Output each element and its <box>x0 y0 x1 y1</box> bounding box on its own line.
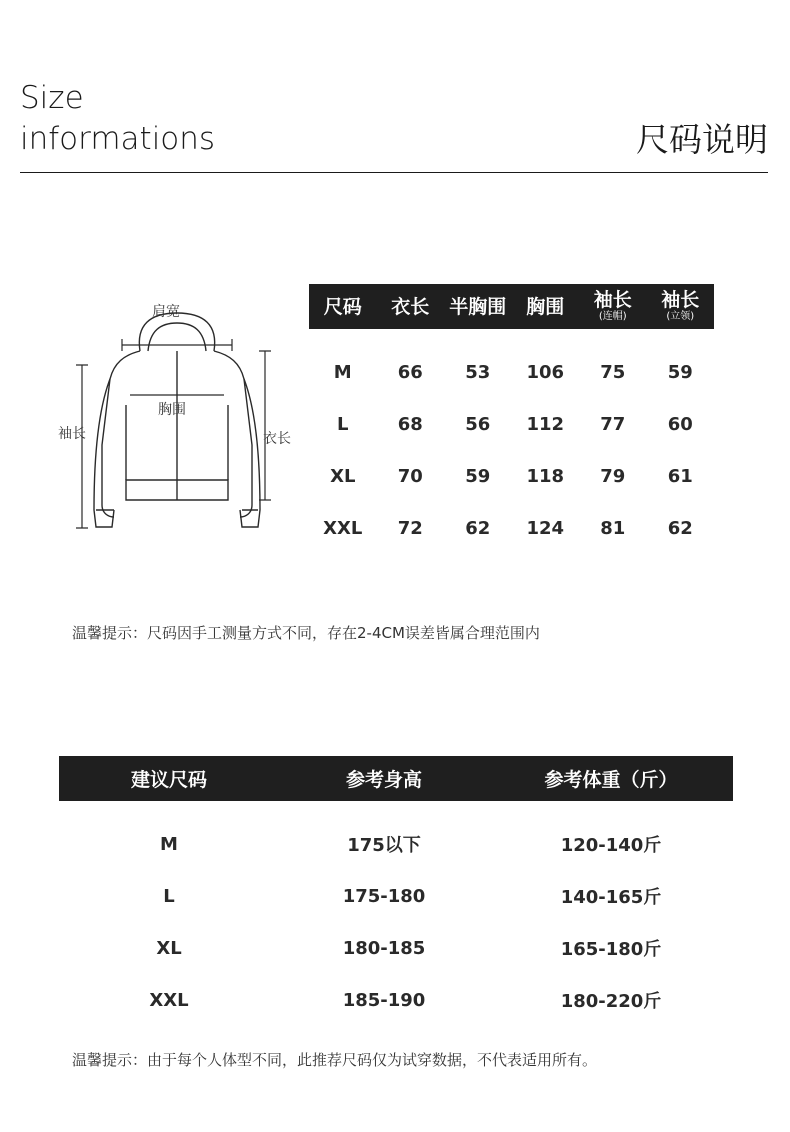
cell-size: XXL <box>323 517 363 539</box>
table-row <box>309 346 714 398</box>
cell-sleeve-standcollar: 61 <box>667 465 693 487</box>
table-row <box>59 818 733 870</box>
sleeve-length-label: 袖长 <box>58 426 86 442</box>
header-size: 尺码 <box>323 295 362 318</box>
table-row <box>309 450 714 502</box>
size-table <box>309 284 714 554</box>
cell-length: 70 <box>397 465 423 487</box>
cell-weight: 180-220斤 <box>560 991 662 1012</box>
header-length: 衣长 <box>391 295 430 318</box>
cell-sleeve-hooded: 79 <box>600 465 626 487</box>
table-row <box>59 922 733 974</box>
cell-size: M <box>333 361 352 383</box>
recommendation-table-header <box>59 756 733 801</box>
cell-chest: 112 <box>526 413 565 435</box>
size-table-header <box>309 284 714 329</box>
fit-disclaimer-note: 温馨提示：由于每个人体型不同，此推荐尺码仅为试穿数据，不代表适用所有。 <box>72 1051 598 1069</box>
cell-half-chest: 62 <box>465 517 491 539</box>
page-title-en <box>20 78 215 160</box>
cell-height: 175-180 <box>342 885 426 907</box>
title-en-line2: informations <box>20 121 216 157</box>
shoulder-width-label: 肩宽 <box>152 304 180 320</box>
page-title-cn: 尺码说明 <box>636 120 768 159</box>
cell-sleeve-standcollar: 62 <box>667 517 693 539</box>
recommendation-table <box>59 756 733 1026</box>
cell-half-chest: 53 <box>465 361 491 383</box>
cell-chest: 118 <box>526 465 565 487</box>
cell-sleeve-standcollar: 60 <box>667 413 693 435</box>
cell-size: XL <box>156 937 182 959</box>
cell-size: XXL <box>149 989 189 1011</box>
table-row <box>59 870 733 922</box>
header-chest: 胸围 <box>526 295 565 318</box>
cell-sleeve-standcollar: 59 <box>667 361 693 383</box>
cell-size: L <box>337 413 349 435</box>
cell-weight: 140-165斤 <box>560 887 662 908</box>
hoodie-diagram <box>52 295 302 535</box>
header-sleeve-standcollar: 袖长 (立领) <box>661 289 700 322</box>
table-row <box>59 974 733 1026</box>
cell-weight: 165-180斤 <box>560 939 662 960</box>
header-divider <box>20 172 768 173</box>
body-length-label: 衣长 <box>263 431 291 447</box>
cell-height: 175以下 <box>347 835 421 856</box>
cell-sleeve-hooded: 75 <box>600 361 626 383</box>
header-sleeve-hooded: 袖长 (连帽) <box>593 289 632 322</box>
cell-length: 66 <box>397 361 423 383</box>
measurement-note: 温馨提示：尺码因手工测量方式不同，存在2-4CM误差皆属合理范围内 <box>72 624 540 642</box>
cell-half-chest: 56 <box>465 413 491 435</box>
cell-length: 72 <box>397 517 423 539</box>
cell-size: M <box>160 833 178 855</box>
cell-height: 180-185 <box>342 937 426 959</box>
table-row <box>309 502 714 554</box>
header-recommended-size: 建议尺码 <box>130 769 207 791</box>
chest-label: 胸围 <box>158 402 186 418</box>
header-height: 参考身高 <box>345 769 422 791</box>
cell-height: 185-190 <box>342 989 426 1011</box>
cell-size: L <box>163 885 175 907</box>
cell-sleeve-hooded: 77 <box>600 413 626 435</box>
cell-chest: 106 <box>526 361 565 383</box>
cell-weight: 120-140斤 <box>560 835 662 856</box>
header-weight: 参考体重（斤） <box>544 769 678 791</box>
cell-size: XL <box>330 465 356 487</box>
cell-length: 68 <box>397 413 423 435</box>
header-half-chest: 半胸围 <box>449 295 507 318</box>
table-row <box>309 398 714 450</box>
title-en-line1: Size <box>20 80 84 116</box>
cell-chest: 124 <box>526 517 565 539</box>
cell-half-chest: 59 <box>465 465 491 487</box>
cell-sleeve-hooded: 81 <box>600 517 626 539</box>
